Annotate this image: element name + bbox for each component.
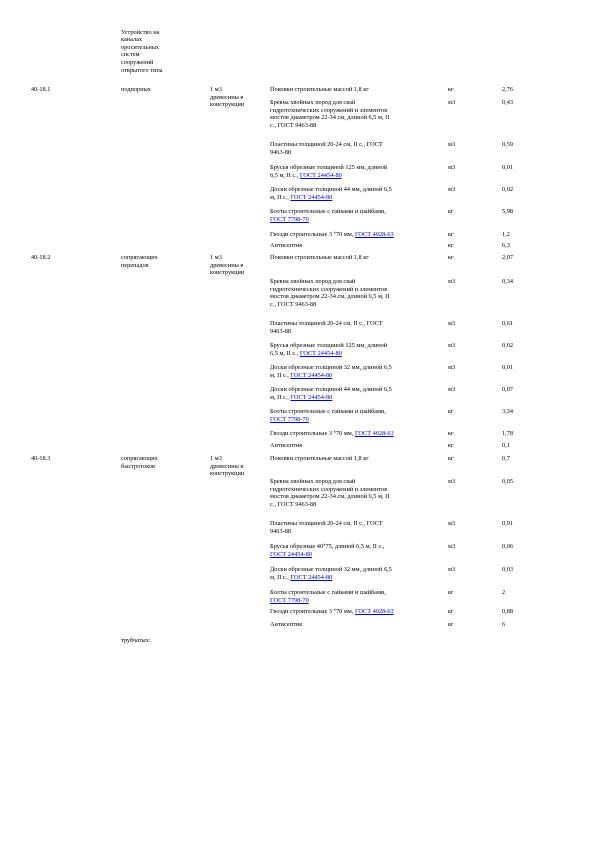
resource-text: Бревна хвойных пород для свай гидротехнических сооружений и элементов мостов диаметром 22-34 см, длиной 6,5 м, II с., ГОСТ 9463-88: [270, 478, 390, 508]
resource-unit: кг: [448, 442, 454, 449]
resource-description: [270, 320, 446, 335]
code-cell: 40-18.1: [31, 86, 51, 93]
measure-unit-cell: 1 м3 древесины в конструкции: [210, 254, 245, 277]
resource-unit: кг: [448, 621, 454, 628]
resource-value: 0,01: [502, 164, 514, 171]
resource-value: 1,78: [502, 430, 514, 437]
standard-link[interactable]: ГОСТ 24454-80: [290, 371, 333, 379]
resource-value: 1,2: [502, 231, 510, 238]
resource-unit: м3: [448, 141, 456, 148]
standard-link[interactable]: ГОСТ 24454-80: [270, 550, 312, 558]
resource-text: Пластины толщиной 20-24 см, II с., ГОСТ 9463-88: [270, 320, 383, 335]
resource-value: 6: [502, 621, 506, 628]
standard-link[interactable]: ГОСТ 4028-63: [354, 231, 394, 238]
resource-value: 0,05: [502, 478, 514, 485]
resource-unit: м3: [448, 186, 456, 193]
resource-description: [270, 364, 446, 379]
resource-description: [270, 566, 446, 581]
resource-description: [270, 208, 446, 223]
resource-value: 0,43: [502, 99, 514, 106]
resource-text: Болты строительные с гайками и шайбами,: [270, 589, 386, 596]
resource-text: Поковки строительные массой 1,8 кг: [270, 455, 369, 462]
resource-description: [270, 186, 446, 201]
resource-unit: кг: [448, 254, 454, 261]
resource-value: 2: [502, 589, 506, 596]
resource-description: [270, 141, 446, 156]
resource-text: Пластины толщиной 20-24 см, II с., ГОСТ 9463-88: [270, 141, 383, 156]
standard-link[interactable]: ГОСТ 7798-70: [270, 215, 309, 223]
resource-unit: кг: [448, 608, 454, 615]
resource-unit: м3: [448, 566, 456, 573]
resource-text: Поковки строительные массой 1,8 кг: [270, 86, 369, 93]
resource-unit: кг: [448, 231, 454, 238]
resource-text: Антисептик: [270, 242, 303, 249]
resource-unit: кг: [448, 242, 454, 249]
resource-description: [270, 430, 446, 438]
resource-unit: кг: [448, 430, 454, 437]
resource-unit: кг: [448, 455, 454, 462]
resource-text: Гвозди строительные 3 ˟70 мм,: [270, 608, 355, 615]
resource-unit: м3: [448, 99, 456, 106]
resource-text: Поковки строительные массой 1,8 кг: [270, 254, 369, 261]
resource-unit: м3: [448, 278, 456, 285]
resource-unit: кг: [448, 86, 454, 93]
resource-value: 6,3: [502, 242, 510, 249]
resource-description: [270, 455, 446, 463]
resource-description: [270, 442, 446, 450]
resource-description: [270, 408, 446, 423]
standard-link[interactable]: ГОСТ 4028-63: [354, 608, 394, 615]
resource-description: [270, 478, 446, 508]
resource-description: [270, 608, 446, 616]
resource-unit: м3: [448, 364, 456, 371]
resource-value: 0,02: [502, 186, 514, 193]
resource-description: [270, 99, 446, 129]
resource-text: Болты строительные с гайками и шайбами,: [270, 408, 386, 415]
resource-unit: м3: [448, 520, 456, 527]
standard-link[interactable]: ГОСТ 24454-80: [299, 349, 342, 357]
resource-description: [270, 242, 446, 250]
resource-text: Антисептик: [270, 621, 303, 628]
resource-unit: кг: [448, 589, 454, 596]
resource-text: Брусья обрезные толщиной 125 мм, длиной 6,5 м, II с.,: [270, 342, 388, 357]
resource-value: 0,03: [502, 566, 514, 573]
resource-value: 5,98: [502, 208, 514, 215]
resource-text: Брусья обрезные 40˟75, длиной 6,5 м, II с.,: [270, 543, 385, 550]
resource-description: [270, 589, 446, 604]
type-cell: сопрягающих перепадов: [121, 254, 158, 269]
resource-value: 0,91: [502, 520, 514, 527]
resource-value: 2,07: [502, 254, 514, 261]
type-cell: сопрягающих быстротоков: [121, 455, 158, 470]
resource-value: 0,34: [502, 278, 514, 285]
standard-link[interactable]: ГОСТ 24454-80: [299, 171, 342, 179]
standard-link[interactable]: ГОСТ 24454-80: [290, 193, 333, 201]
resource-description: [270, 520, 446, 535]
resource-unit: м3: [448, 543, 456, 550]
resource-value: 0,06: [502, 543, 514, 550]
resource-description: [270, 543, 446, 558]
resource-unit: м3: [448, 478, 456, 485]
resource-description: [270, 342, 446, 357]
code-cell: 40-18.3: [31, 455, 51, 462]
measure-unit-cell: 1 м3 древесины в конструкции: [210, 86, 245, 109]
resource-text: Бревна хвойных пород для свай гидротехнических сооружений и элементов мостов диаметром 22-34 см, длиной 6,5 м, II с., ГОСТ 9463-88: [270, 278, 390, 308]
measure-unit-cell: 1 м3 древесины в конструкции: [210, 455, 245, 478]
resource-text: Антисептик: [270, 442, 303, 449]
resource-value: 0,07: [502, 386, 514, 393]
standard-link[interactable]: ГОСТ 7798-70: [270, 415, 309, 423]
standard-link[interactable]: ГОСТ 24454-80: [290, 573, 333, 581]
resource-unit: м3: [448, 320, 456, 327]
resource-text: Доски обрезные толщиной 44 мм, длиной 6,5 м, II с.,: [270, 186, 392, 201]
resource-description: [270, 621, 446, 629]
resource-value: 0,7: [502, 455, 510, 462]
standard-link[interactable]: ГОСТ 24454-80: [290, 393, 333, 401]
resource-text: Брусья обрезные толщиной 125 мм, длиной 6,5 м, II с.,: [270, 164, 388, 179]
resource-text: Пластины толщиной 20-24 см, II с., ГОСТ 9463-88: [270, 520, 383, 535]
footer-text: трубчатых:: [121, 637, 151, 644]
resource-description: [270, 164, 446, 179]
resource-text: Болты строительные с гайками и шайбами,: [270, 208, 386, 215]
resource-text: Гвозди строительные 3 ˟70 мм,: [270, 231, 355, 238]
resource-value: 0,59: [502, 141, 514, 148]
resource-value: 0,02: [502, 342, 514, 349]
resource-text: Доски обрезные толщиной 32 мм, длиной 6,5 м, II с.,: [270, 566, 392, 581]
resource-value: 0,88: [502, 608, 514, 615]
resource-description: [270, 386, 446, 401]
standard-link[interactable]: ГОСТ 7798-70: [270, 596, 309, 604]
resource-unit: м3: [448, 342, 456, 349]
resource-unit: м3: [448, 164, 456, 171]
type-cell: подпорных: [121, 86, 151, 93]
resource-text: Доски обрезные толщиной 44 мм, длиной 6,5 м, II с.,: [270, 386, 392, 401]
resource-text: Бревна хвойных пород для свай гидротехнических сооружений и элементов мостов диаметром 22-34 см, длиной 6,5 м, II с., ГОСТ 9463-88: [270, 99, 390, 129]
resource-description: [270, 231, 446, 239]
resource-value: 0,61: [502, 320, 514, 327]
header-text: Устройство на каналах оросительных систем сооружений открытого типа: [121, 28, 163, 74]
resource-value: 0,1: [502, 442, 510, 449]
resource-text: Доски обрезные толщиной 32 мм, длиной 6,5 м, II с.,: [270, 364, 392, 379]
resource-description: [270, 278, 446, 308]
resource-description: [270, 254, 446, 262]
resource-unit: кг: [448, 208, 454, 215]
resource-value: 0,01: [502, 364, 514, 371]
resource-value: 2,76: [502, 86, 514, 93]
resource-value: 3,34: [502, 408, 514, 415]
standard-link[interactable]: ГОСТ 4028-63: [354, 430, 394, 437]
resource-description: [270, 86, 446, 94]
resource-unit: м3: [448, 386, 456, 393]
resource-text: Гвозди строительные 3 ˟70 мм,: [270, 430, 355, 437]
resource-unit: кг: [448, 408, 454, 415]
code-cell: 40-18.2: [31, 254, 51, 261]
